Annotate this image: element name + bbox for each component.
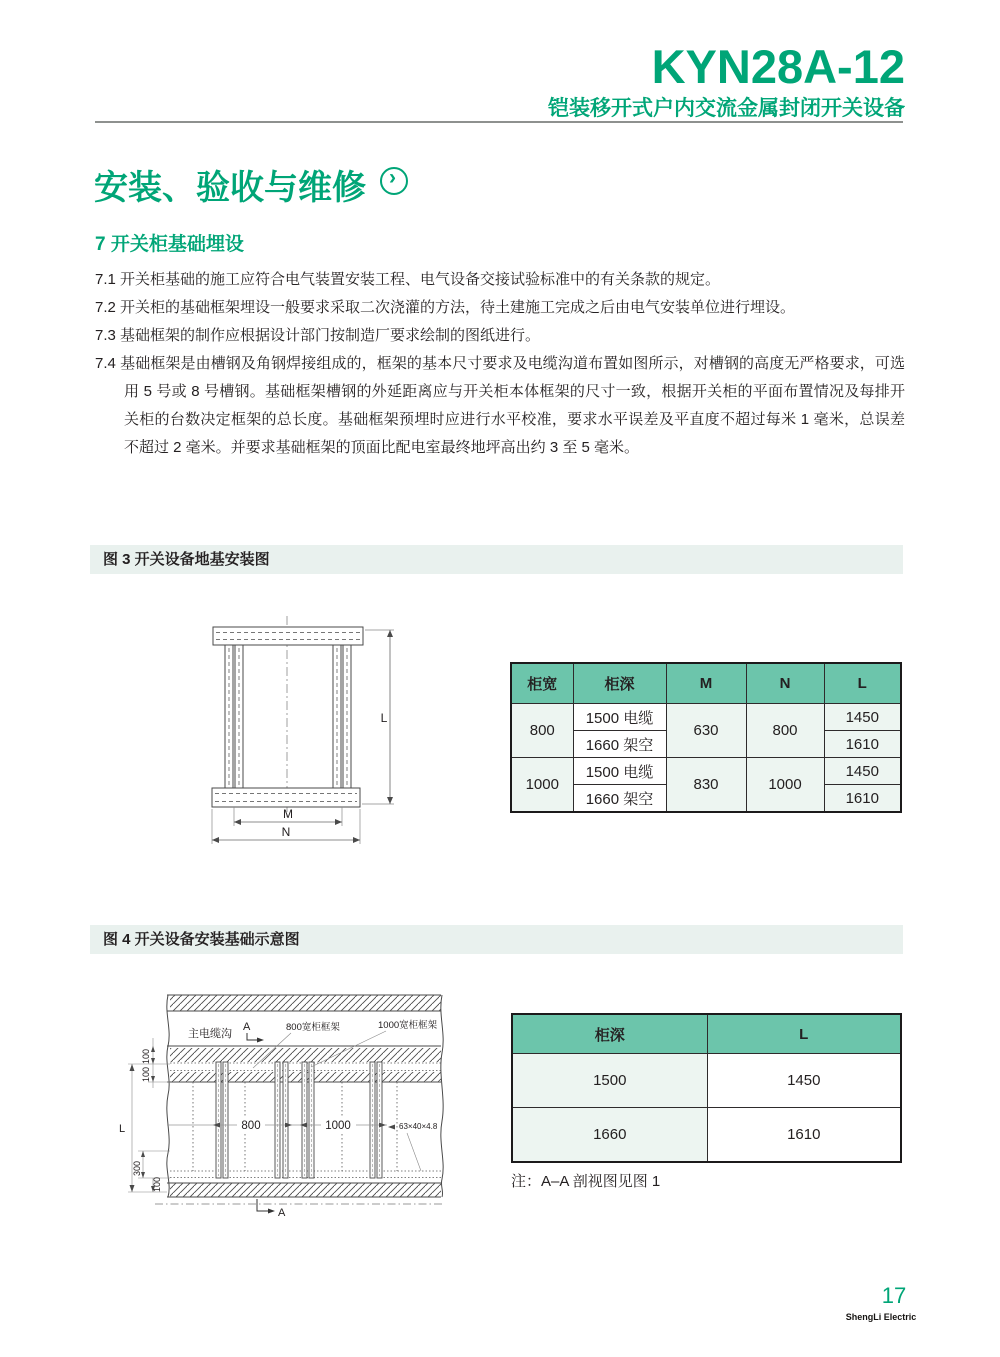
fig4-dim-L: L [119, 1123, 126, 1135]
fig4-cable-trench-label: 主电缆沟 [188, 1028, 232, 1040]
col-header-depth: 柜深 [573, 663, 666, 704]
product-subtitle: 铠装移开式户内交流金属封闭开关设备 [548, 97, 905, 121]
header-divider [95, 121, 903, 123]
figure3-foundation-drawing [175, 608, 405, 853]
fig4-dim-300: 300 [132, 1160, 142, 1176]
figure4-dimension-table [511, 1013, 902, 1163]
figure4-plan-drawing [110, 983, 460, 1235]
page-title-text: 安装、验收与维修 [94, 169, 366, 207]
figure3-dimension-table [510, 662, 902, 813]
fig3-dim-M: M [283, 807, 293, 821]
page-number: 17 [881, 1283, 907, 1308]
circle-arrow-icon: › [380, 167, 408, 195]
fig3-dim-N: N [281, 825, 291, 839]
section-heading: 7 开关柜基础埋设 [95, 234, 244, 255]
fig4-frame800-label: 800宽柜框架 [286, 1022, 340, 1033]
paragraph-7-4: 7.4 基础框架是由槽钢及角钢焊接组成的，框架的基本尺寸要求及电缆沟道布置如图所示，对槽钢的高度无严格要求，可选用 5 号或 8 号槽钢。基础框架槽钢的外延距离应与开关柜本体框架的尺寸一致，根据开关柜的平面布置情况及每排开关柜的台数决定框架的总长度。基础框架预埋时应进行水平校准，要求水平误差及平直度不超过每米 1 毫米，总误差不超过 2 毫米。并要求基础框架的顶面比配电室最终地坪高出约 3 至 5 毫米。 [95, 355, 905, 456]
fig3-dim-L: L [380, 711, 388, 725]
table-row: 1000 1500 电缆 830 1000 1450 [511, 758, 901, 785]
table-row: 1660 1610 [512, 1108, 901, 1163]
spec-leader-line [407, 1133, 421, 1171]
section-paragraphs [95, 266, 905, 462]
col-header-n: N [746, 663, 824, 704]
right-break-line [441, 995, 443, 1197]
fig4-dim-800: 800 [241, 1120, 261, 1132]
paragraph-7-1: 7.1 开关柜基础的施工应符合电气装置安装工程、电气设备交接试验标准中的有关条款的规定。 [95, 271, 721, 288]
paragraph-7-2: 7.2 开关柜的基础框架埋设一般要求采取二次浇灌的方法，待土建施工完成之后由电气安装单位进行埋设。 [95, 299, 796, 316]
fig4-section-a-top: A [243, 1021, 251, 1033]
paragraph-7-3: 7.3 基础框架的制作应根据设计部门按制造厂要求绘制的图纸进行。 [95, 327, 541, 344]
fig4-frame1000-label: 1000宽柜框架 [378, 1020, 438, 1031]
col-header-width: 柜宽 [511, 663, 573, 704]
table-header-row [511, 663, 901, 704]
section-arrow-top-head [257, 1038, 264, 1043]
col-header-l: L [707, 1014, 901, 1054]
table-row: 1660 架空 1610 [511, 731, 901, 758]
product-model: KYN28A-12 [651, 40, 905, 93]
fig4-dim-100-top: 100 [141, 1048, 151, 1064]
fig4-dim-1000: 1000 [325, 1120, 351, 1132]
fig4-channel-spec: 63×40×4.8 [399, 1122, 438, 1131]
figure3-caption-bar: 图 3 开关设备地基安装图 [90, 545, 903, 574]
table-row: 800 1500 电缆 630 800 1450 [511, 704, 901, 731]
col-header-l: L [824, 663, 901, 704]
fig4-dim-100-bottom: 100 [152, 1176, 162, 1192]
table-header-row [512, 1014, 901, 1054]
fig4-section-a-bottom: A [278, 1207, 286, 1219]
table-row: 1660 架空 1610 [511, 785, 901, 813]
fig4-dim-100-mid: 100 [141, 1066, 151, 1082]
footer-brand: ShengLi Electric [845, 1312, 917, 1322]
figure4-caption-bar: 图 4 开关设备安装基础示意图 [90, 925, 903, 954]
col-header-m: M [666, 663, 746, 704]
figure4-note: 注：A–A 剖视图见图 1 [511, 1173, 661, 1190]
table-row: 1500 1450 [512, 1054, 901, 1108]
page-title [94, 160, 408, 209]
col-header-depth: 柜深 [512, 1014, 707, 1054]
left-break-line [167, 995, 169, 1197]
section-arrow-bottom-head [268, 1209, 275, 1214]
brand-block [548, 42, 905, 122]
